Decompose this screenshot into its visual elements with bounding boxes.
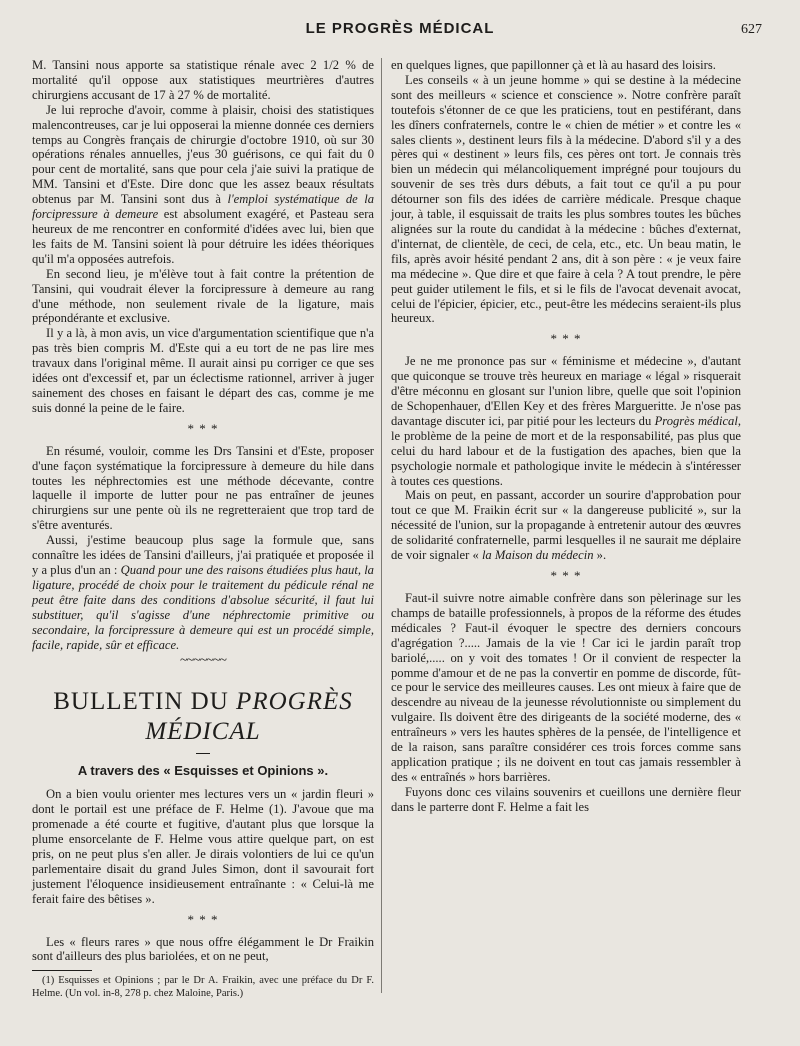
section-separator: * * *	[187, 911, 219, 927]
paragraph: En second lieu, je m'élève tout à fait contre la prétention de Tansini, qui voudrait élever la forcipressure à demeure au rang d'une méthode, non seulement rivale de la ligature, mais prépondérante et exclusive.	[32, 266, 374, 326]
short-rule	[196, 753, 210, 754]
section-separator: * * *	[550, 568, 582, 583]
footnote: (1) Esquisses et Opinions ; par le Dr A. Fraikin, avec une préface du Dr F. Helme. (Un vol. in-8, 278 p. chez Maloine, Paris.)	[32, 975, 374, 999]
paragraph	[391, 354, 741, 488]
bulletin-title-italic: PROGRÈS MÉDICAL	[145, 688, 353, 746]
italic-run: la Maison du médecin	[481, 548, 594, 563]
italic-run: Quand pour une des raisons étudiées plus haut, la ligature, procédé de choix pour le traitement du pédicule rénal ne peut être faite dans des conditions d'absolue sécurité, il faut lui substituer, qu'il s'agisse d'une néphrectomie primitive ou secondaire, la forcipressure à demeure qui est un procédé simple, facile, rapide, sûr et efficace.	[32, 563, 374, 652]
text-run: Je lui reproche d'avoir, comme à plaisir, choisi des statistiques malencontreuses, car je lui opposerai la mienne donnée ces derniers temps au Congrès français de chirurgie d'octobre 1910, où sur 30 opérations rénales annuelles, j'eus 30 guérisons, ce qui fait du 0 pour cent de mortalité, sans que pour cela j'aie suivi la pratique de MM. Tansini et d'Este. Dire donc que les assez beaux résultats obtenus par M. Tansini sont dus à	[32, 102, 374, 207]
paragraph: Fuyons donc ces vilains souvenirs et cueillons une dernière fleur dans le parterre dont F. Helme a fait les	[391, 784, 741, 814]
text-run: ».	[593, 548, 607, 563]
running-head: LE PROGRÈS MÉDICAL	[305, 20, 495, 37]
text-run: , le problème de la peine de mort et de la responsabilité, pas plus que celui du hard labour et de la fustigation des apaches, bien que la psychologie normale et pathologique invite le médecin à s'intéresser à toutes ces questions.	[391, 413, 741, 488]
section-separator: * * *	[550, 331, 582, 347]
paragraph: Les « fleurs rares » que nous offre élégamment le Dr Fraikin sont d'ailleurs des plus bariolées, et on ne peut,	[32, 934, 374, 964]
bulletin-title-text: BULLETIN DU	[53, 688, 229, 716]
paragraph	[391, 488, 741, 563]
left-column	[32, 58, 374, 1000]
italic-run: l'emploi systématique de la forcipressure à demeure	[32, 192, 375, 222]
paragraph: M. Tansini nous apporte sa statistique rénale avec 2 1/2 % de mortalité qu'il oppose aux statistiques meurtrières d'autres chirurgiens accusant de 17 à 27 % de mortalité.	[32, 58, 374, 102]
text-run: Aussi, j'estime beaucoup plus sage la formule que, sans connaître les idées de Tansini d'ailleurs, j'ai pratiquée et proposée il y a plus d'un an :	[32, 533, 374, 577]
page-header	[30, 18, 770, 42]
right-column	[391, 58, 741, 815]
page-number: 627	[741, 22, 762, 37]
footnote-rule	[32, 970, 92, 971]
section-heading: A travers des « Esquisses et Opinions ».	[77, 763, 329, 779]
paragraph	[32, 533, 374, 652]
paragraph: Les conseils « à un jeune homme » qui se destine à la médecine sont des meilleurs « science et conscience ». Notre confrère paraît toutefois s'étonner de ce que les praticiens, tout en pestiférant, dans les dîners confraternels, contre le « chien de métier » et contre les « sales clients », destinent leurs fils à la médecine. D'abord s'il y a des pères qui « destinent » leurs fils, ces pères ont tort. Je connais très bien un médecin qui mélancoliquement imprégné pour toujours du souvenir de ses très durs débuts, a fait tout ce qu'il a pu pour détourner son fils des idées de carrière médicale. Presque chaque jour, à table, il esquissait de traits les plus sombres toutes les bûches alignées sur la route du candidat à la médecine : bûches d'externat, d'internat, de clientèle, de ceci, de cela, etc., etc. Un beau matin, le fils, après avoir hésité pendant 2 ans, dit à son père : « je veux faire ma médecine ». Que dire et que faire à cela ? A tout prendre, le père peut guider utilement le fils, et si le fils de l'avocat devenait avocat, celui de l'épicier, épicier, etc., peut-être les médecins seraient-ils plus heureux.	[391, 72, 741, 326]
paragraph: Faut-il suivre notre aimable confrère dans son pèlerinage sur les champs de bataille professionnels, à propos de la réforme des études médicales ? Faut-il évoquer le spectre des derniers concours d'agrégation ?..... Jamais de la vie ! Car ici le jardin paraît trop bariolé,..... on y voit des tomates ! Or il convient de respecter la pomme d'amour et de ne pas la convertir en pomme de discorde, fût-ce pour le service des meilleures causes. Les ont mieux à faire que de descendre au niveau de la jeunesse révolutionniste ou simplement du vulgaire. Ils doivent être des dirigeants de la société moderne, des « entraîneurs » vers les hautes sphères de la pensée, de l'intelligence et de la raison, sans paraître considérer ces trois forces comme sans application pratique ; ils ne doivent en tout cas jamais ressembler à des « entraînés » hors barrières.	[391, 591, 741, 784]
ornament-rule: ~~~~~~~	[179, 653, 227, 669]
text-run: est absolument exagéré, et Pasteau sera heureux de me rencontrer en conformité d'idées avec lui, bien que les faits de M. Tansini soient là pour détruire les idées théoriques qu'il m'a opposées autrefois.	[32, 207, 374, 266]
paragraph: En résumé, vouloir, comme les Drs Tansini et d'Este, proposer d'une façon systématique la forcipressure à demeure du hile dans toutes les néphrectomies est une méthode décevante, contre laquelle il importe de lutter pour ne pas entraîner de jeunes chirurgiens sur une pente où ils ne regretteraient que trop tard de s'être aventurés.	[32, 443, 374, 533]
italic-run: Progrès médical	[654, 413, 738, 428]
bulletin-title	[32, 687, 374, 747]
section-separator: * * *	[187, 420, 219, 436]
paragraph: On a bien voulu orienter mes lectures vers un « jardin fleuri » dont le portail est une préface de F. Helme (1). J'avoue que ma promenade a été courte et fugitive, d'autant plus que lorsque la plume ensorcelante de F. Helme vous attire quelque part, on est pris, on ne peut plus s'en aller. Je dirais volontiers de lui ce qu'un parlementaire disait du grand Jules Simon, dont il savourait fort justement l'éloquence insidieusement entraînante : « Celui-là me ferait faire des bêtises ».	[32, 787, 374, 906]
column-divider	[381, 58, 382, 993]
paragraph	[32, 103, 374, 267]
paragraph: Il y a là, à mon avis, un vice d'argumentation scientifique que n'a pas très bien compris M. d'Este qui a eu tort de ne pas lire mes travaux dans l'original même. Il aurait ainsi pu corriger ce que ses idées ont d'excessif et, par un éclectisme rationnel, arriver à juger sainement des choses en faisant le départ des cas, comme je me suis donné la peine de le faire.	[32, 326, 374, 415]
paragraph: en quelques lignes, que papillonner çà et là au hasard des loisirs.	[391, 58, 716, 72]
text-run: Je ne me prononce pas sur « féminisme et médecine », d'autant que quiconque se trouve très heureux en mariage « légal » risquerait d'être méconnu en glosant sur l'union libre, quelle que soit l'opinion de Schopenhauer, d'Ellen Key et des frères Margueritte. Je n'ose pas davantage discuter ici, par pitié pour les lecteurs du	[391, 354, 741, 428]
text-run: Mais on peut, en passant, accorder un sourire d'approbation pour tout ce que M. Fraikin écrit sur « la dangereuse publicité », sur la nécessité de l'union, sur la propagande à entretenir autour des œuvres de solidarité confraternelle, parmi lesquelles il ne saurait me déplaire de voir signaler «	[391, 488, 741, 563]
